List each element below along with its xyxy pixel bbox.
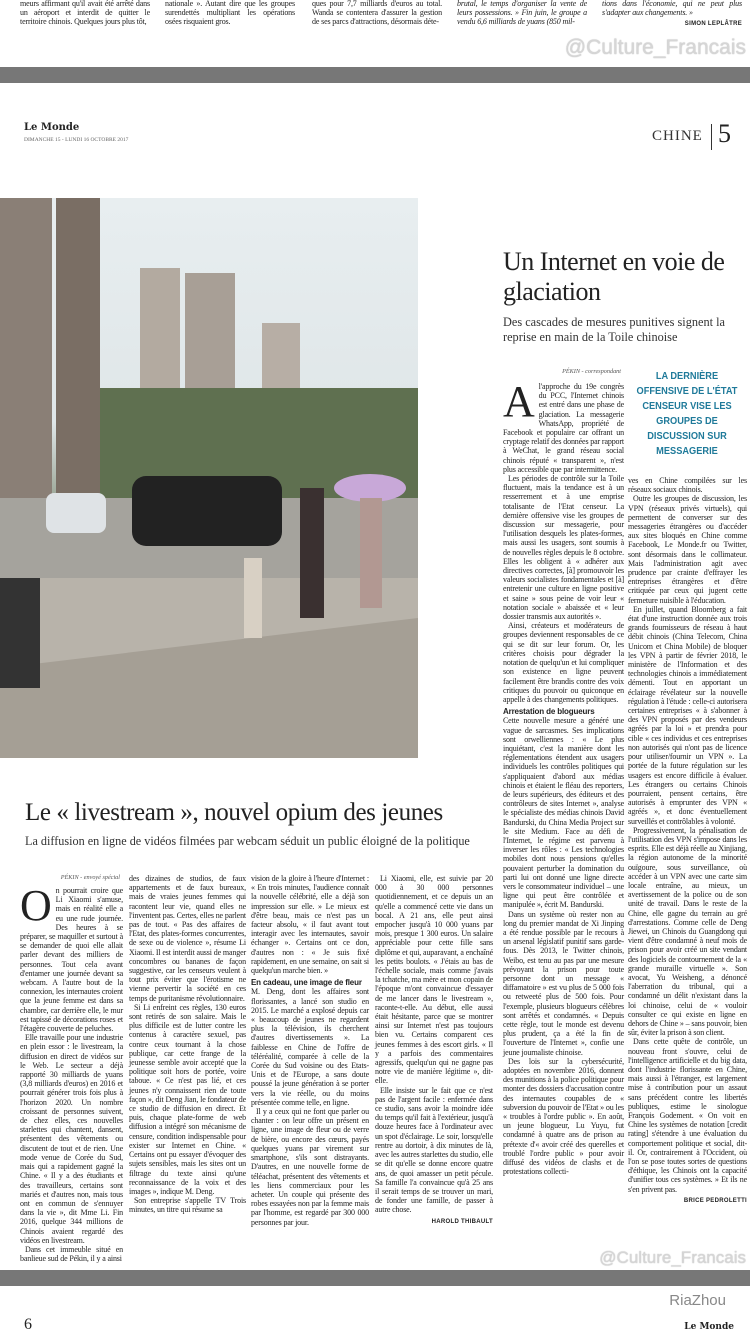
article2-col1 [20, 881, 123, 1264]
article1-byline: PÉKIN - correspondant [562, 368, 621, 375]
article2-col4 [375, 874, 493, 1227]
paragraph: ves en Chine compilées sur les réseaux sociaux chinois. [628, 476, 747, 495]
paragraph: Dans un système où rester non au long du premier mandat de Xi Jinping a été rendue possible par le recours à un arsenal législatif punitif sans garde-fous. Dès 2013, le Twitter chinois, Weibo, est tenu au pas par une mesure prévoyant la prison pour toute personne dont un message « diffamatoire » est vu plus de 5 000 fois ou retweeté plus de 500 fois. Pour l'exemple, plusieurs blogueurs célèbres sont arrêtés et condamnés. « Depuis cette règle, tout le monde est devenu plus prudent, ça a été la fin de l'ouverture de l'Internet », confie une jeune journaliste chinoise. [503, 909, 624, 1057]
paragraph: M. Deng, dont les affaires sont florissantes, a lancé son studio en 2015. Le marché a explosé depuis car « beaucoup de jeunes ne regardent plus la télévision, ils cherchent d'autres divertissements ». La faiblesse en Chine de l'offre de téléréalité, comparée à celle de la Corée du Sud voisine ou des Etats-Unis et de l'Europe, a sans doute poussé la jeune génération à se porter vers la vie réelle, ou du moins présentée comme telle, en ligne. [251, 987, 369, 1107]
photo-illustration [0, 198, 418, 758]
article1-col2 [628, 476, 747, 1206]
masthead-logo: Le Monde [24, 122, 80, 133]
weibo-watermark-bottom: @Culture_Francais [599, 1248, 746, 1267]
article1-col1 [503, 377, 624, 1177]
paragraph: Li Xiaomi, elle, est suivie par 20 000 à 30 000 personnes quotidiennement, et ce depuis un an qu'elle a commencé cette vie dans un bocal. A 21 ans, elle peut ainsi empocher jusqu'à 10 000 yuans par mois, presque 1 300 euros. Un salaire appréciable pour cette fille sans diplôme et qui, auparavant, a enchaîné les petits boulots. « J'étais au bas de l'échelle sociale, mais comme j'avais la tchatche, ma mère et mon copain de l'époque m'ont convaincue d'essayer de me lancer dans le livestream », raconte-t-elle. Au début, elle aussi était hésitante, parce que se montrer ainsi sur Internet n'est pas toujours bien vu. Certains comparent ces jeunes femmes à des escort girls. « Il y a parfois des commentaires agressifs, quelqu'un qui ne gagne pas notre vie de manière légitime », dit-elle. [375, 874, 493, 1086]
paragraph: Son entreprise s'appelle TV Trois minutes, un titre qui résume sa [129, 1196, 246, 1215]
prev-col-5: tions dans l'économie, qui ne peut plus s'adapter aux changements. » [602, 0, 742, 18]
article2-col2 [129, 874, 246, 1215]
drop-cap: O [20, 881, 52, 930]
street-photo [0, 198, 418, 758]
paragraph: Il y a ceux qui ne font que parler ou chanter : on leur offre un présent en ligne, une image de fleur ou de verre de bière, ou encore des cœurs, payés quelques yuans par virement sur smartphone, s'ils sont distrayants. D'autres, en une nouvelle forme de téléachat, présentent des vêtements et les liens commerciaux pour les acheter. Un couple qui présente des robes essayées non par la femme mais par l'homme, est regardé par 300 000 personnes par jour. [251, 1107, 369, 1227]
paragraph: n pourrait croire que Li Xiaomi s'amuse, mais en réalité elle a eu une rude journée. Des heures à se préparer, se maquiller et surtout à se demander de quoi elle allait parler devant des milliers de personnes. Tout cela avant d'entamer une journée devant sa webcam. A l'autre bout de la connexion, les internautes croient que la jeune femme est dans sa chambre, car derrière elle, le mur est tapissé de décorations roses et l'étagère couverte de peluches. [20, 886, 123, 1034]
page-number: 5 [718, 119, 731, 148]
article2-signature: HAROLD THIBAULT [431, 1218, 493, 1225]
paragraph: Outre les groupes de discussion, les VPN (réseaux privés virtuels), qui permettent de converser sur des messageries étrangères ou d'accéder aux sites bloqués en Chine comme Facebook, Le Monde.fr ou Twitter, sont désormais dans le collimateur. Mais l'administration agit avec prudence par crainte d'effrayer les entreprises étrangères et d'être critiquée par ceux qui jugent cette fermeture nuisible à l'éducation. [628, 494, 747, 605]
paragraph: Progressivement, la pénalisation de l'utilisation des VPN s'impose dans les esprits. Elle est déjà réelle au Xinjiang, la région autonome de la minorité ouïgoure, sous surveillance, où accéder à un VPN avec une carte sim locale entraîne, au mieux, un avertissement de la police ou de son unité de travail. Dans le reste de la Chine, elle gagne du terrain au gré d'arrestations. Comme celle de Deng Jiewei, un Chinois du Guangdong qui vient d'être condamné à neuf mois de prison pour avoir créé un site vendant des logiciels de contournement de la « grande muraille virtuelle ». Son avocat, Yu Weisheng, a dénoncé l'aberration du tribunal, qui a condamné un délit n'existant dans la loi chinoise, celui de « vouloir consulter ce qui existe en ligne en dehors de Chine » – sans pouvoir, bien sûr, éviter la prison à son client. [628, 825, 747, 1038]
paragraph: Elle travaille pour une industrie en plein essor : le livestream, la diffusion en direct de vidéos sur le Web. Le secteur a déjà rapporté 30 milliards de yuans (3,8 milliards d'euros) en 2016 et pourrait générer trois fois plus à l'horizon 2020. Un nombre croissant de personnes suivent, de chez elles, ces nouvelles starlettes qui chantent, dansent, présentent des vêtements ou discutent de tout et de rien. Une mode venue de Corée du Sud, mais qui a rapidement gagné la Chine. « Il y a des étudiants et des travailleurs, certains sont mariés et d'autres non, mais tous ont en commun de s'ennuyer dans la vie », dit Mme Li. Fin 2016, quelque 344 millions de Chinois avaient regardé des vidéos en livestream. [20, 1033, 123, 1245]
article1-signature: BRICE PEDROLETTI [683, 1197, 747, 1204]
paragraph: Dans cet immeuble situé en banlieue sud de Pékin, il y a ainsi [20, 1244, 123, 1264]
prev-col-3: ques pour 7,7 milliards d'euros au total. Wanda se contentera d'assurer la gestion de ses parcs d'attractions, désormais déte- [312, 0, 442, 27]
article1-title: Un Internet en voie de glaciation [503, 247, 725, 306]
article1-subhead: Arrestation de blogueurs [503, 707, 595, 717]
wechat-watermark: RiaZhou [669, 1292, 726, 1309]
paragraph: Elle insiste sur le fait que ce n'est pas de l'argent facile : enfermée dans ce studio, sans avoir la moindre idée du temps qu'il fait à l'extérieur, jusqu'à douze heures face à l'ordinateur avec un spot d'éclairage. Le soir, lorsqu'elle rentre au dortoir, à dix minutes de là, avec les autres starlettes du studio, elle se dit qu'elle se donne encore quatre ans, de quoi amasser un petit pécule. Sa famille l'a convaincue qu'à 25 ans il serait temps de se trouver un mari, de fonder une famille, de passer à autre chose. [375, 1085, 493, 1215]
article1-deck: Des cascades de mesures punitives signent la reprise en main de la Toile chinoise [503, 315, 725, 344]
weibo-watermark: @Culture_Francais [564, 36, 746, 59]
prev-col-2: nationale ». Autant dire que les groupes surendettés multipliant les opérations osées risquaient gros. [165, 0, 295, 27]
prev-col-1: meurs affirmant qu'il avait été arrêté dans un aéroport et interdit de quitter le territoire chinois. Quelques jours plus tôt, [20, 0, 150, 27]
prev-col-4: brutal, le temps d'organiser la vente de leurs possessions. » Fin juin, le groupe a vendu 6,6 milliards de yuans (850 mil- [457, 0, 587, 27]
paragraph: vision de la gloire à l'heure d'Internet : « En trois minutes, l'audience connaît la nouvelle célébrité, elle a déjà son impression sur elle. » Le mieux est d'être beau, mais ce n'est pas un facteur absolu, « il faut avant tout interagir avec les internautes, savoir échanger ». Certains ont ce don, d'autres non : « Je suis fixé rapidement, en une semaine, on sait si quelqu'un marche bien. » [251, 874, 369, 976]
issue-date: DIMANCHE 15 - LUNDI 16 OCTOBRE 2017 [24, 137, 129, 143]
article2-byline: PÉKIN - envoyé spécial [60, 874, 120, 881]
next-page-logo: Le Monde [684, 1322, 734, 1332]
paragraph: Ainsi, créateurs et modérateurs de groupes deviennent responsables de ce qui se dit sur leur forum. Or, les critères choisis pour dégrader la notation de quelqu'un et lui compliquer son existence en ligne peuvent facilement être brandis contre des voix critiques du pouvoir ou quiconque en appelle à des changements politiques. [503, 621, 624, 704]
paragraph: Les périodes de contrôle sur la Toile fluctuent, mais la tendance est à un resserrement et à une emprise totalisante de l'Etat censeur. La dernière offensive vise les groupes de discussion sur messagerie, pour l'utilisation desquels les plates-formes, mais aussi les usagers, sont soumis à de nouvelles règles depuis le 8 octobre. Elles les obligent à « adhérer aux directives correctes, [à] promouvoir les valeurs socialistes fondamentales et [à] entretenir une culture en ligne positive et saine » sous peine de voir leur « notation sociale » abaissée et « leur dossier transmis aux autorités ». [503, 474, 624, 622]
article2-title: Le « livestream », nouvel opium des jeunes [25, 799, 443, 826]
article2-deck: La diffusion en ligne de vidéos filmées par webcam séduit un public éloigné de la politique [25, 834, 470, 848]
paragraph: Dans cette quête de contrôle, un nouveau front s'ouvre, celui de l'intelligence artificielle et du big data, dont l'industrie florissante en Chine, mais aussi à l'étranger, est largement mise à contribution pour un assaut sans précédent contre les libertés publiques, estime le sinologue François Godement. « On voit en Chine les systèmes de notation [credit rating] s'étendre à une évaluation du comportement politique et social, dit-il. Or, contrairement à l'Occident, où l'on se pose toutes sortes de questions d'éthique, les Chinois ont la capacité d'unifier tous ces systèmes. » Et ils ne s'en privent pas. [628, 1037, 747, 1194]
article2-col3 [251, 874, 369, 1227]
paragraph: Cette nouvelle mesure a généré une vague de sarcasmes. Ses implications sont orwelliennes : « Le plus inquiétant, c'est la manière dont les réglementations étendent aux usagers individuels les contrôles politiques qui s'appliquaient d'abord aux médias chinois et étaient le fléau des reporters, de leurs supérieurs, des éditeurs et des contrôleurs de sites Internet », analyse le spécialiste des médias chinois David Bandurski, du China Media Project sur le site Medium. Face au défi de l'Internet, le régime est parvenu à inverser les rôles : « Les technologies mobiles dont nous pensions qu'elles pouvaient perturber la domination du parti lui ont donné une ligne directe vers le consommateur individuel – une ligne qui peut être contrôlée et manipulée », écrit M. Bandurski. [503, 716, 624, 910]
prev-signature: SIMON LEPLÂTRE [684, 21, 742, 27]
article2-subhead: En cadeau, une image de fleur [251, 978, 362, 988]
page-divider-bottom [0, 1270, 750, 1286]
section-divider [711, 124, 712, 150]
paragraph: Si Li enfreint ces règles, 130 euros sont retirés de son salaire. Mais le plus difficile est de lutter contre les contenus à caractère sexuel, pas contre ceux tournant à la chose publique, car cette frange de la jeunesse semble avoir accepté que la politique soit hors de portée, voire taboue. « Ce n'est pas lié, et ces jeunes n'y connaissent rien de toute façon », dit Deng Jian, le fondateur de ce studio de diffusion en direct. Et puis, chaque plate-forme de web diffusion a intégré son mécanisme de censure, condition indispensable pour exister sur Internet en Chine. « Certains ont pu essayer d'évoquer des sujets sensibles, mais les sites ont un filtrage du texte ainsi qu'une reconnaissance de la voix et des images », indique M. Deng. [129, 1002, 246, 1196]
drop-cap: A [503, 377, 535, 426]
next-page-number: 6 [24, 1316, 32, 1333]
paragraph: l'approche du 19e congrès du PCC, l'Internet chinois est entré dans une phase de glaciation. La messagerie WhatsApp, propriété de Facebook et populaire car offrant un cryptage relatif des données par rapport à WeChat, le grand réseau social chinois réputé « transparent », n'est plus accessible que par intermittence. [503, 382, 624, 474]
paragraph: Des lois sur la cybersécurité, adoptées en novembre 2016, donnent des munitions à la police politique pour monter des dossiers d'accusation contre des internautes coupables de « subversion du pouvoir de l'Etat » ou les « troubles à l'ordre public ». En août, un jeune blogueur, Lu Yuyu, fut condamné à quatre ans de prison au prétexte d'« avoir créé des querelles et troublé l'ordre public » pour avoir diffusé des vidéos de clashs et de protestations collecti- [503, 1056, 624, 1177]
page-divider [0, 67, 750, 83]
paragraph: des dizaines de studios, de faux appartements et de faux bureaux, mais de vraies jeunes femmes qui racontent leur vie, quand elles ne l'inventent pas. Certes, elles ne parlent pas de tout. « Pas des affaires de l'Etat, des plates-formes concurrentes, de sexe ou de violence », résume Li Xiaomi. Il est interdit aussi de manger concombres ou bananes de façon suggestive, car les censeurs veulent à tout prix éviter que l'érotisme ne vienne pervertir la société en ces temps de puritanisme révolutionnaire. [129, 874, 246, 1003]
paragraph: En juillet, quand Bloomberg a fait état d'une instruction donnée aux trois grands fournisseurs de réseau à haut débit chinois (China Telecom, China Unicom et China Mobile) de bloquer les VPN à partir de février 2018, le ministère de l'Information et des technologies chinois a immédiatement démenti. Tout en apportant un éclairage révélateur sur la nouvelle régulation à l'étude : celle-ci autorisera certaines entreprises « à s'abonner à des VPN proposés par des vendeurs agréés par la loi » et prendra pour cible « ces individus et ces entreprises non autorisés qui n'ont pas de licence pour utiliser/fournir un VPN ». La portée de la future régulation sur les usagers est encore difficile à évaluer. Les étrangers ou certains Chinois pourraient, pensent certains, être autorisés à emprunter des VPN « agréés », et donc éventuellement surveillés et contrôlables à volonté. [628, 604, 747, 826]
section-label: CHINE [652, 128, 703, 144]
article1-pullquote: LA DERNIÈRE OFFENSIVE DE L'ÉTAT CENSEUR VISE LES GROUPES DE DISCUSSION SUR MESSAGERIE [636, 370, 738, 457]
